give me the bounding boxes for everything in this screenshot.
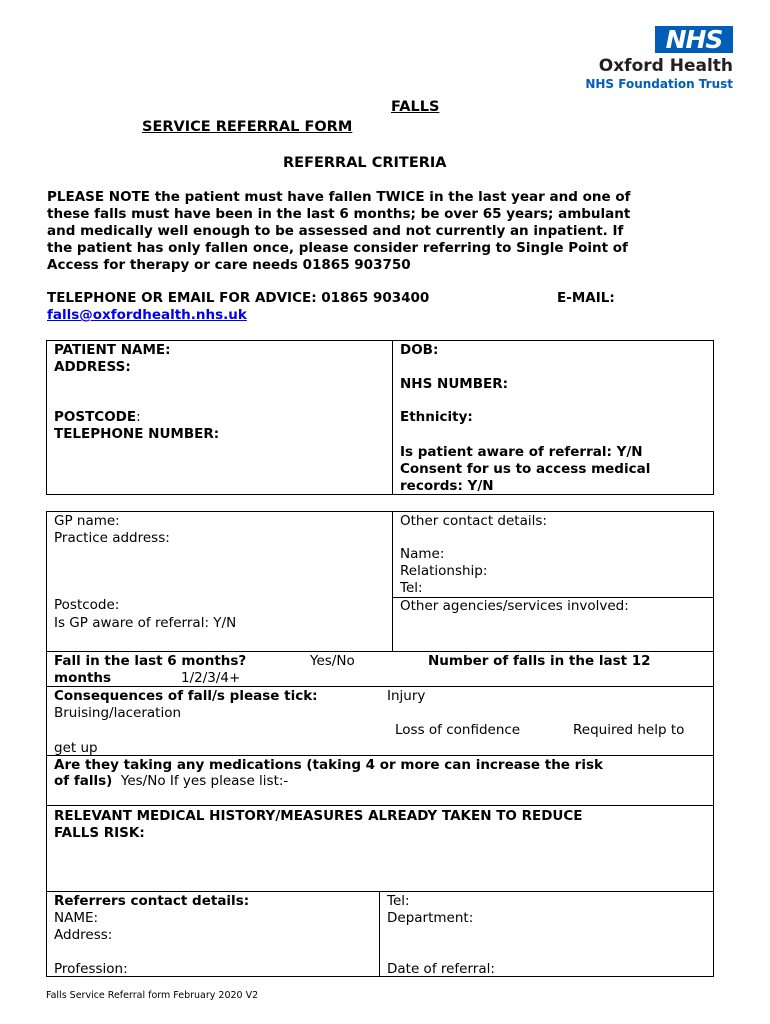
contact-tel-label: Tel:: [400, 580, 423, 596]
patient-address-label: ADDRESS:: [54, 359, 131, 375]
patient-divider: [392, 340, 393, 495]
row-divider: [46, 891, 714, 892]
referrer-divider: [379, 891, 380, 977]
referrer-address-label: Address:: [54, 927, 113, 943]
falls-options: 1/2/3/4+: [181, 670, 241, 686]
confidence-option: Loss of confidence: [395, 722, 521, 738]
nhs-logo: NHS: [655, 26, 733, 53]
medications-label: Are they taking any medications (taking 4 or more can increase the risk: [54, 757, 603, 773]
history-label: RELEVANT MEDICAL HISTORY/MEASURES ALREADY TAKEN TO REDUCE: [54, 808, 583, 824]
nhs-number-label: NHS NUMBER:: [400, 376, 509, 392]
note-line: Access for therapy or care needs 01865 903750: [47, 257, 411, 273]
row-divider: [46, 755, 714, 756]
row-divider: [46, 651, 714, 652]
patient-aware-label: Is patient aware of referral: Y/N: [400, 444, 643, 460]
referral-date-label: Date of referral:: [387, 961, 495, 977]
form-subtitle: SERVICE REFERRAL FORM: [142, 119, 353, 135]
falls-number-label: Number of falls in the last 12: [428, 653, 651, 669]
contact-name-label: Name:: [400, 546, 445, 562]
falls-months-label: months: [54, 670, 112, 686]
note-line: PLEASE NOTE the patient must have fallen TWICE in the last year and one of: [47, 189, 631, 205]
history-label-cont: FALLS RISK:: [54, 825, 145, 841]
agencies-label: Other agencies/services involved:: [400, 598, 629, 614]
gp-name-label: GP name:: [54, 513, 120, 529]
ethnicity-label: Ethnicity:: [400, 409, 473, 425]
injury-option: Injury: [387, 688, 426, 704]
criteria-heading: REFERRAL CRITERIA: [283, 155, 447, 171]
bruising-option: Bruising/laceration: [54, 705, 182, 721]
page-footer: Falls Service Referral form February 2020 V2: [46, 990, 259, 1001]
note-line: and medically well enough to be assessed and not currently an inpatient. If: [47, 223, 624, 239]
other-contact-label: Other contact details:: [400, 513, 547, 529]
referrer-name-label: NAME:: [54, 910, 99, 926]
note-line: these falls must have been in the last 6 months; be over 65 years; ambulant: [47, 206, 631, 222]
gp-divider: [392, 511, 393, 651]
consent-label: Consent for us to access medical: [400, 461, 651, 477]
org-subtitle: NHS Foundation Trust: [585, 77, 733, 91]
gp-postcode-label: Postcode:: [54, 597, 120, 613]
dob-label: DOB:: [400, 342, 439, 358]
email-label: E-MAIL:: [557, 290, 615, 306]
medications-label-cont: of falls) Yes/No If yes please list:-: [54, 773, 289, 789]
referrer-department-label: Department:: [387, 910, 474, 926]
patient-telephone-label: TELEPHONE NUMBER:: [54, 426, 220, 442]
patient-name-label: PATIENT NAME:: [54, 342, 171, 358]
note-line: the patient has only fallen once, please consider referring to Single Point of: [47, 240, 628, 256]
referrer-tel-label: Tel:: [387, 893, 410, 909]
row-divider: [46, 686, 714, 687]
falls-6months-label: Fall in the last 6 months?: [54, 653, 247, 669]
referrer-label: Referrers contact details:: [54, 893, 250, 909]
consent-label-cont: records: Y/N: [400, 478, 494, 494]
row-divider: [46, 805, 714, 806]
org-name: Oxford Health: [598, 56, 733, 76]
email-link[interactable]: falls@oxfordhealth.nhs.uk: [47, 307, 247, 323]
gp-aware-label: Is GP aware of referral: Y/N: [54, 615, 237, 631]
help-option: Required help to: [573, 722, 685, 738]
falls-yesno: Yes/No: [310, 653, 355, 669]
relationship-label: Relationship:: [400, 563, 488, 579]
help-option-cont: get up: [54, 740, 98, 756]
consequences-label: Consequences of fall/s please tick:: [54, 688, 318, 704]
patient-postcode-label: POSTCODE:: [54, 409, 141, 425]
referrer-profession-label: Profession:: [54, 961, 128, 977]
form-title: FALLS: [391, 99, 440, 115]
practice-address-label: Practice address:: [54, 530, 170, 546]
advice-phone: TELEPHONE OR EMAIL FOR ADVICE: 01865 903400: [47, 290, 430, 306]
